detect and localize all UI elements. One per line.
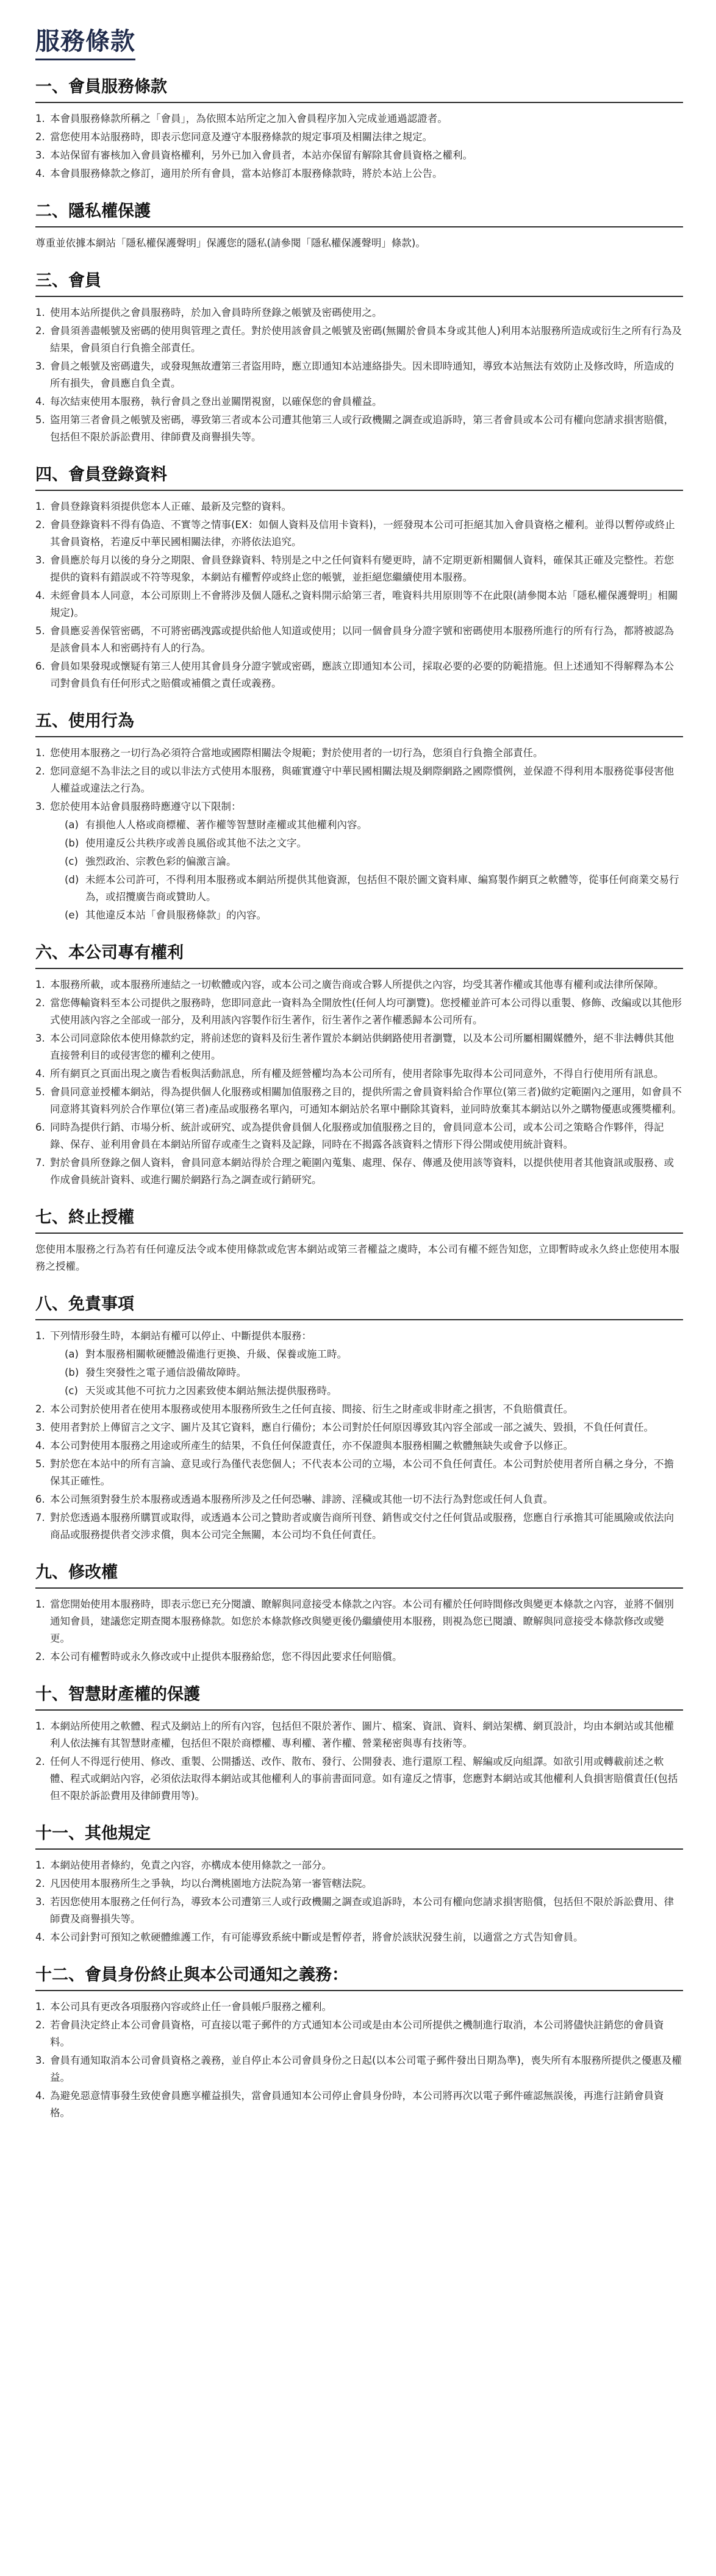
item-text: 會員登錄資料須提供您本人正確、最新及完整的資料。 bbox=[50, 501, 292, 512]
item-text: 當您開始使用本服務時，即表示您已充分閱讀、瞭解與同意接受本條款之內容。本公司有權於任何時間修改與變更本條款之內容，並將不個別通知會員，建議您定期查閱本服務條款。如您於本條款修改與變更後仍繼續使用本服務，則視為您已閱讀、瞭解與同意接受本條款修改或變更。 bbox=[50, 1598, 674, 1644]
item-text: 若因您使用本服務之任何行為，導致本公司遭第三人或行政機關之調查或追訴時，本公司有權向您請求損害賠償，包括但不限於訴訟費用、律師費及商譽損失等。 bbox=[50, 1896, 674, 1925]
item-text: 本公司針對可預知之軟硬體維護工作，有可能導致系統中斷或是暫停者，將會於該狀況發生前，以適當之方式告知會員。 bbox=[50, 1931, 584, 1943]
section-paragraph: 您使用本服務之行為若有任何違反法令或本使用條款或危害本網站或第三者權益之虞時，本公司有權不經告知您，立即暫時或永久終止您使用本服務之授權。 bbox=[35, 1243, 679, 1272]
item-number: 1. bbox=[35, 1720, 45, 1732]
item-number: 3. bbox=[35, 149, 45, 161]
sub-item-letter: (b) bbox=[65, 837, 79, 849]
item-text: 本服務所載，或本服務所連結之一切軟體或內容，或本公司之廣告商或合夥人所提供之內容，均受其著作權或其他專有權利或法律所保障。 bbox=[50, 979, 664, 990]
sub-list bbox=[50, 1346, 683, 1400]
list-item bbox=[35, 658, 683, 692]
list-item bbox=[35, 976, 683, 993]
item-number: 2. bbox=[35, 1756, 45, 1767]
list-item bbox=[35, 129, 683, 146]
item-text: 每次結束使用本服務，執行會員之登出並關閉視窗，以確保您的會員權益。 bbox=[50, 396, 382, 407]
section-heading: 九、修改權 bbox=[35, 1562, 683, 1589]
numbered-list bbox=[35, 1328, 683, 1544]
list-item bbox=[35, 995, 683, 1029]
sub-item-text: 對本服務相關軟硬體設備進行更換、升級、保養或施工時。 bbox=[85, 1348, 347, 1360]
item-number: 1. bbox=[35, 1330, 45, 1342]
item-text: 凡因使用本服務所生之爭執，均以台灣桃園地方法院為第一審管轄法院。 bbox=[50, 1878, 372, 1889]
section-paragraph: 尊重並依據本網站「隱私權保護聲明」保護您的隱私(請參閱「隱私權保護聲明」條款)。 bbox=[35, 237, 426, 249]
terms-section bbox=[35, 1207, 683, 1275]
terms-section bbox=[35, 1964, 683, 2122]
section-heading: 五、使用行為 bbox=[35, 710, 683, 737]
item-text: 對於會員所登錄之個人資料，會員同意本網站得於合理之範圍內蒐集、處理、保存、傳遞及使用該等資料，以提供使用者其他資訊或服務、或作成會員統計資料、或進行關於網路行為之調查或行銷研究。 bbox=[50, 1157, 674, 1186]
item-text: 本會員服務條款所稱之「會員」，為依照本站所定之加入會員程序加入完成並通過認證者。 bbox=[50, 113, 448, 124]
numbered-list bbox=[35, 1718, 683, 1805]
list-item bbox=[35, 147, 683, 164]
item-number: 3. bbox=[35, 360, 45, 372]
item-text: 您使用本服務之一切行為必須符合當地或國際相關法令規範；對於使用者的一切行為，您須自行負擔全部責任。 bbox=[50, 747, 543, 759]
item-number: 1. bbox=[35, 113, 45, 124]
item-number: 1. bbox=[35, 2001, 45, 2012]
page-title: 服務條款 bbox=[35, 26, 135, 60]
sub-list bbox=[50, 817, 683, 924]
item-text: 使用者對於上傳留言之文字、圖片及其它資料，應自行備份；本公司對於任何原因導致其內容全部或一部之滅失、毀損，不負任何責任。 bbox=[50, 1422, 654, 1433]
list-item bbox=[35, 393, 683, 410]
item-number: 4. bbox=[35, 590, 45, 601]
item-text: 會員有通知取消本公司會員資格之義務，並自停止本公司會員身份之日起(以本公司電子郵件發出日期為準)，喪失所有本服務所提供之優惠及權益。 bbox=[50, 2055, 682, 2083]
item-number: 2. bbox=[35, 1651, 45, 1662]
sub-item-letter: (a) bbox=[65, 1348, 79, 1360]
list-item bbox=[35, 2017, 683, 2051]
item-number: 2. bbox=[35, 519, 45, 531]
terms-section bbox=[35, 1684, 683, 1805]
item-number: 1. bbox=[35, 307, 45, 318]
terms-section bbox=[35, 710, 683, 924]
item-number: 5. bbox=[35, 625, 45, 637]
item-text: 本網站所使用之軟體、程式及網站上的所有內容，包括但不限於著作、圖片、檔案、資訊、資料、網站架構、網頁設計，均由本網站或其他權利人依法擁有其智慧財產權，包括但不限於商標權、專利權、著作權、營業秘密與專有技術等。 bbox=[50, 1720, 674, 1749]
list-item bbox=[35, 517, 683, 551]
item-text: 當您使用本站服務時，即表示您同意及遵守本服務條款的規定事項及相關法律之規定。 bbox=[50, 131, 432, 143]
list-item bbox=[35, 1491, 683, 1508]
numbered-list bbox=[35, 304, 683, 446]
sub-item-text: 未經本公司許可，不得利用本服務或本網站所提供其他資源，包括但不限於圖文資料庫、編寫製作網頁之軟體等，從事任何商業交易行為，或招攬廣告商或贊助人。 bbox=[85, 874, 679, 903]
item-number: 2. bbox=[35, 997, 45, 1009]
list-item bbox=[35, 1929, 683, 1946]
sub-list-item bbox=[50, 1346, 683, 1363]
list-item bbox=[35, 1456, 683, 1490]
list-item bbox=[35, 1328, 683, 1400]
item-number: 1. bbox=[35, 747, 45, 759]
list-item bbox=[35, 1875, 683, 1892]
terms-section bbox=[35, 201, 683, 252]
item-text: 本公司對使用本服務之用途或所產生的結果，不負任何保證責任，亦不保證與本服務相關之軟體無缺失或會予以修正。 bbox=[50, 1440, 573, 1451]
item-number: 4. bbox=[35, 2090, 45, 2102]
list-item bbox=[35, 1401, 683, 1418]
sub-list-item bbox=[50, 835, 683, 852]
list-item bbox=[35, 1030, 683, 1064]
sub-item-text: 其他違反本站「會員服務條款」的內容。 bbox=[85, 909, 267, 921]
item-number: 2. bbox=[35, 325, 45, 337]
item-number: 6. bbox=[35, 1494, 45, 1505]
item-number: 3. bbox=[35, 1422, 45, 1433]
list-item bbox=[35, 552, 683, 586]
item-text: 會員如果發現或懷疑有第三人使用其會員身分證字號或密碼，應該立即通知本公司，採取必要的必要的防範措施。但上述通知不得解釋為本公司對會員負有任何形式之賠償或補償之責任或義務。 bbox=[50, 660, 674, 689]
section-heading: 十一、其他規定 bbox=[35, 1823, 683, 1850]
list-item bbox=[35, 1084, 683, 1118]
item-number: 1. bbox=[35, 979, 45, 990]
list-item bbox=[35, 1419, 683, 1436]
numbered-list bbox=[35, 1998, 683, 2122]
sub-item-letter: (a) bbox=[65, 819, 79, 831]
item-text: 會員應於每月以後的身分之期限、會員登錄資料、特別是之中之任何資料有變更時，請不定期更新相關個人資料，確保其正確及完整性。若您提供的資料有錯誤或不符等現象，本網站有權暫停或終止您的帳號，並拒絕您繼續使用本服務。 bbox=[50, 554, 674, 583]
item-text: 會員同意並授權本網站，得為提供個人化服務或相關加值服務之目的，提供所需之會員資料給合作單位(第三者)做約定範圍內之運用，如會員不同意將其資料列於合作單位(第三者)產品或服務名單內，可通知本網站於名單中刪除其資料，並同時放棄其本網站以外之購物優惠或獲獎權利。 bbox=[50, 1086, 682, 1115]
list-item bbox=[35, 110, 683, 127]
list-item bbox=[35, 358, 683, 392]
numbered-list bbox=[35, 110, 683, 182]
item-number: 4. bbox=[35, 168, 45, 179]
list-item bbox=[35, 1753, 683, 1805]
item-number: 7. bbox=[35, 1157, 45, 1168]
list-item bbox=[35, 1065, 683, 1082]
item-number: 5. bbox=[35, 1458, 45, 1470]
item-number: 4. bbox=[35, 396, 45, 407]
numbered-list bbox=[35, 976, 683, 1189]
item-text: 同時為提供行銷、市場分析、統計或研究、或為提供會員個人化服務或加值服務之目的，會員同意本公司，或本公司之策略合作夥伴，得記錄、保存、並利用會員在本網站所留存或產生之資料及記錄，同時在不揭露各該資料之情形下得公開或使用統計資料。 bbox=[50, 1122, 664, 1150]
list-item bbox=[35, 498, 683, 515]
item-text: 未經會員本人同意，本公司原則上不會將涉及個人隱私之資料開示給第三者，唯資料共用原則等不在此限(請參閱本站「隱私權保護聲明」相關規定)。 bbox=[50, 590, 678, 618]
sub-list-item bbox=[50, 817, 683, 834]
sub-list-item bbox=[50, 907, 683, 924]
item-text: 本網站使用者條約，免責之內容，亦構成本使用條款之一部分。 bbox=[50, 1859, 332, 1871]
item-text: 為避免惡意情事發生致使會員應享權益損失，當會員通知本公司停止會員身份時，本公司將再次以電子郵件確認無誤後，再進行註銷會員資格。 bbox=[50, 2090, 664, 2119]
list-item bbox=[35, 1119, 683, 1153]
item-number: 3. bbox=[35, 2055, 45, 2066]
item-number: 2. bbox=[35, 2019, 45, 2031]
list-item bbox=[35, 1154, 683, 1189]
item-text: 若會員決定終止本公司會員資格，可直接以電子郵件的方式通知本公司或是由本公司所提供之機制進行取消，本公司將儘快註銷您的會員資料。 bbox=[50, 2019, 664, 2048]
list-item bbox=[35, 323, 683, 357]
section-heading: 十、智慧財產權的保護 bbox=[35, 1684, 683, 1711]
item-text: 會員須善盡帳號及密碼的使用與管理之責任。對於使用該會員之帳號及密碼(無關於會員本身或其他人)利用本站服務所造成或衍生之所有行為及結果，會員須自行負擔全部責任。 bbox=[50, 325, 682, 354]
numbered-list bbox=[35, 1857, 683, 1946]
item-number: 6. bbox=[35, 660, 45, 672]
item-text: 本公司無須對發生於本服務或透過本服務所涉及之任何恐嚇、誹謗、淫穢或其他一切不法行為對您或任何人負責。 bbox=[50, 1494, 553, 1505]
item-number: 1. bbox=[35, 1859, 45, 1871]
sub-item-letter: (c) bbox=[65, 856, 78, 867]
item-text: 對於您在本站中的所有言論、意見或行為僅代表您個人；不代表本公司的立場，本公司不負任何責任。本公司對於使用者所自稱之身分，不擔保其正確性。 bbox=[50, 1458, 674, 1487]
terms-section bbox=[35, 270, 683, 446]
item-text: 本公司具有更改各項服務內容或終止任一會員帳戶服務之權利。 bbox=[50, 2001, 332, 2012]
item-number: 1. bbox=[35, 501, 45, 512]
section-heading: 四、會員登錄資料 bbox=[35, 464, 683, 491]
list-item bbox=[35, 304, 683, 321]
section-heading: 八、免責事項 bbox=[35, 1293, 683, 1320]
item-number: 7. bbox=[35, 1512, 45, 1523]
sub-item-letter: (c) bbox=[65, 1385, 78, 1397]
item-text: 您於使用本站會員服務時應遵守以下限制： bbox=[50, 801, 242, 812]
item-number: 4. bbox=[35, 1068, 45, 1079]
sub-item-text: 強烈政治、宗教色彩的偏激言論。 bbox=[85, 856, 237, 867]
item-number: 1. bbox=[35, 1598, 45, 1610]
terms-section bbox=[35, 1562, 683, 1665]
numbered-list bbox=[35, 745, 683, 924]
list-item bbox=[35, 1596, 683, 1647]
item-number: 6. bbox=[35, 1122, 45, 1133]
sub-item-text: 有損他人人格或商標權、著作權等智慧財產權或其他權利內容。 bbox=[85, 819, 367, 831]
item-number: 3. bbox=[35, 801, 45, 812]
list-item bbox=[35, 1718, 683, 1752]
item-text: 下列情形發生時，本網站有權可以停止、中斷提供本服務： bbox=[50, 1330, 312, 1342]
list-item bbox=[35, 2052, 683, 2086]
sub-list-item bbox=[50, 1383, 683, 1400]
section-heading: 六、本公司專有權利 bbox=[35, 942, 683, 969]
list-item bbox=[35, 763, 683, 797]
item-text: 會員應妥善保管密碼，不可將密碼洩露或提供給他人知道或使用；以同一個會員身分證字號和密碼使用本服務所進行的所有行為，都將被認為是該會員本人和密碼持有人的行為。 bbox=[50, 625, 674, 654]
numbered-list bbox=[35, 1596, 683, 1665]
item-number: 2. bbox=[35, 765, 45, 777]
sub-item-text: 天災或其他不可抗力之因素致使本網站無法提供服務時。 bbox=[85, 1385, 337, 1397]
list-item bbox=[35, 798, 683, 924]
terms-section bbox=[35, 76, 683, 182]
item-number: 2. bbox=[35, 1403, 45, 1415]
item-number: 2. bbox=[35, 131, 45, 143]
section-heading: 三、會員 bbox=[35, 270, 683, 297]
item-text: 本公司對於使用者在使用本服務或使用本服務所致生之任何直接、間接、衍生之財產或非財產之損害，不負賠償責任。 bbox=[50, 1403, 573, 1415]
list-item bbox=[35, 745, 683, 762]
terms-section bbox=[35, 1293, 683, 1544]
item-number: 3. bbox=[35, 1032, 45, 1044]
section-heading: 七、終止授權 bbox=[35, 1207, 683, 1234]
list-item bbox=[35, 2088, 683, 2122]
list-item bbox=[35, 1509, 683, 1544]
numbered-list bbox=[35, 498, 683, 692]
list-item bbox=[35, 623, 683, 657]
item-number: 4. bbox=[35, 1440, 45, 1451]
sub-item-letter: (b) bbox=[65, 1367, 79, 1378]
sub-item-text: 使用違反公共秩序或善良風俗或其他不法之文字。 bbox=[85, 837, 307, 849]
item-text: 本公司有權暫時或永久修改或中止提供本服務給您，您不得因此要求任何賠償。 bbox=[50, 1651, 403, 1662]
sub-list-item bbox=[50, 1364, 683, 1381]
item-number: 2. bbox=[35, 1878, 45, 1889]
item-text: 對於您透過本服務所購買或取得，或透過本公司之贊助者或廣告商所刊登、銷售或交付之任何貨品或服務，您應自行承擔其可能風險或依法向商品或服務提供者交涉求償，與本公司完全無關，本公司均不負任何責任。 bbox=[50, 1512, 674, 1540]
item-text: 當您傳輸資料至本公司提供之服務時，您即同意此一資料為全開放性(任何人均可瀏覽)。您授權並許可本公司得以重製、修飾、改編或以其他形式使用該內容之全部或一部分，及利用該內容製作衍生著作，衍生著作之著作權悉歸本公司所有。 bbox=[50, 997, 682, 1026]
section-heading: 十二、會員身份終止與本公司通知之義務： bbox=[35, 1964, 683, 1991]
sub-item-text: 發生突發性之電子通信設備故障時。 bbox=[85, 1367, 246, 1378]
list-item bbox=[35, 587, 683, 621]
terms-section bbox=[35, 464, 683, 692]
item-text: 您同意絕不為非法之目的或以非法方式使用本服務，與確實遵守中華民國相關法規及網際網路之國際慣例，並保證不得利用本服務從事侵害他人權益或違法之行為。 bbox=[50, 765, 674, 794]
sub-list-item bbox=[50, 871, 683, 906]
item-number: 4. bbox=[35, 1931, 45, 1943]
item-text: 盜用第三者會員之帳號及密碼，導致第三者或本公司遭其他第三人或行政機關之調查或追訴時，第三者會員或本公司有權向您請求損害賠償，包括但不限於訴訟費用、律師費及商譽損失等。 bbox=[50, 414, 674, 443]
list-item bbox=[35, 1437, 683, 1454]
item-text: 本站保留有審核加入會員資格權利，另外已加入會員者，本站亦保留有解除其會員資格之權利。 bbox=[50, 149, 473, 161]
item-text: 所有網頁之頁面出現之廣告看板與活動訊息，所有權及經營權均為本公司所有，使用者除事先取得本公司同意外，不得自行使用所有訊息。 bbox=[50, 1068, 664, 1079]
list-item bbox=[35, 165, 683, 182]
list-item bbox=[35, 1857, 683, 1874]
list-item bbox=[35, 1894, 683, 1928]
item-text: 會員之帳號及密碼遺失，或發現無故遭第三者盜用時，應立即通知本站連絡掛失。因未即時通知，導致本站無法有效防止及修改時，所造成的所有損失，會員應自負全責。 bbox=[50, 360, 674, 389]
item-number: 3. bbox=[35, 554, 45, 566]
item-text: 本會員服務條款之修訂，適用於所有會員，當本站修訂本服務條款時，將於本站上公告。 bbox=[50, 168, 443, 179]
sub-item-letter: (d) bbox=[65, 874, 79, 886]
terms-section bbox=[35, 1823, 683, 1946]
sub-list-item bbox=[50, 853, 683, 870]
item-text: 任何人不得逕行使用、修改、重製、公開播送、改作、散布、發行、公開發表、進行還原工程、解編或反向組譯。如欲引用或轉載前述之軟體、程式或網站內容，必須依法取得本網站或其他權利人的事前書面同意。如有違反之情事，您應對本網站或其他權利人負損害賠償責任(包括但不限於訴訟費用及律師費用等)。 bbox=[50, 1756, 678, 1801]
sub-item-letter: (e) bbox=[65, 909, 79, 921]
list-item bbox=[35, 1648, 683, 1665]
item-text: 本公司同意除依本使用條款約定，將前述您的資料及衍生著作置於本網站供網路使用者瀏覽，以及本公司所屬相關媒體外，絕不非法轉供其他直接營利目的或侵害您的權利之使用。 bbox=[50, 1032, 674, 1061]
item-number: 5. bbox=[35, 1086, 45, 1098]
list-item bbox=[35, 1998, 683, 2016]
terms-sections bbox=[35, 76, 683, 2122]
section-heading: 二、隱私權保護 bbox=[35, 201, 683, 227]
list-item bbox=[35, 412, 683, 446]
terms-section bbox=[35, 942, 683, 1189]
item-text: 使用本站所提供之會員服務時，於加入會員時所登錄之帳號及密碼使用之。 bbox=[50, 307, 382, 318]
item-text: 會員登錄資料不得有偽造、不實等之情事(EX：如個人資料及信用卡資料)，一經發現本公司可拒絕其加入會員資格之權利。並得以暫停或終止其會員資格，若違反中華民國相關法律，亦將依法追究。 bbox=[50, 519, 675, 548]
item-number: 5. bbox=[35, 414, 45, 426]
section-heading: 一、會員服務條款 bbox=[35, 76, 683, 103]
item-number: 3. bbox=[35, 1896, 45, 1908]
